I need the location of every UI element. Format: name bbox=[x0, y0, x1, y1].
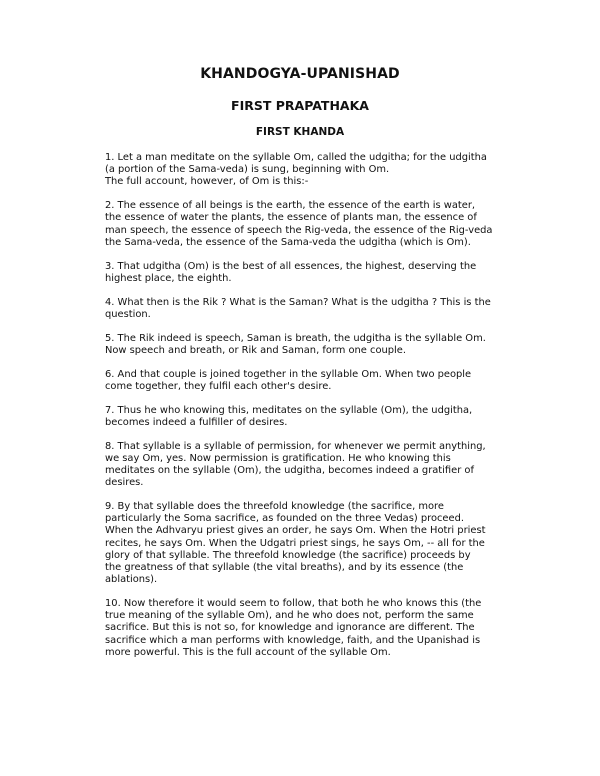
paragraph-line: glory of that syllable. The threefold knowledge (the sacrifice) proceeds by bbox=[105, 549, 471, 561]
paragraph bbox=[105, 297, 500, 321]
paragraph-line: When the Adhvaryu priest gives an order, he says Om. When the Hotri priest bbox=[105, 525, 486, 537]
paragraph-line: 7. Thus he who knowing this, meditates on the syllable (Om), the udgitha, bbox=[105, 404, 473, 416]
paragraph-line: sacrifice which a man performs with knowledge, faith, and the Upanishad is bbox=[105, 634, 481, 646]
paragraph-line: sacrifice. But this is not so, for knowledge and ignorance are different. The bbox=[105, 622, 475, 634]
paragraph-line: 3. That udgitha (Om) is the best of all essences, the highest, deserving the bbox=[105, 260, 477, 272]
paragraph-line: come together, they fulfil each other's desire. bbox=[105, 380, 332, 392]
paragraph-line: highest place, the eighth. bbox=[105, 272, 232, 284]
paragraph-line: meditates on the syllable (Om), the udgitha, becomes indeed a gratifier of bbox=[105, 465, 474, 477]
paragraph-line: man speech, the essence of speech the Rig-veda, the essence of the Rig-veda bbox=[105, 224, 493, 236]
paragraph-line: 2. The essence of all beings is the earth, the essence of the earth is water, bbox=[105, 200, 476, 212]
paragraph-line: particularly the Soma sacrifice, as founded on the three Vedas) proceed. bbox=[105, 513, 464, 525]
paragraph-line: 1. Let a man meditate on the syllable Om, called the udgitha; for the udgitha bbox=[105, 152, 487, 163]
paragraph-line: we say Om, yes. Now permission is gratification. He who knowing this bbox=[105, 452, 451, 464]
section-title: FIRST PRAPATHAKA bbox=[231, 98, 369, 113]
paragraph-line: (a portion of the Sama-veda) is sung, beginning with Om. bbox=[105, 164, 390, 176]
paragraph-line: recites, he says Om. When the Udgatri priest sings, he says Om, -- all for the bbox=[105, 537, 485, 549]
paragraph bbox=[105, 369, 500, 393]
paragraph-line: 8. That syllable is a syllable of permission, for whenever we permit anything, bbox=[105, 440, 486, 452]
paragraph-line: question. bbox=[105, 308, 151, 320]
paragraph-line: becomes indeed a fulfiller of desires. bbox=[105, 416, 288, 428]
paragraph-line: The full account, however, of Om is this:- bbox=[105, 176, 309, 188]
paragraph-line: more powerful. This is the full account of the syllable Om. bbox=[105, 646, 391, 658]
paragraph bbox=[105, 441, 500, 490]
paragraph-line: 5. The Rik indeed is speech, Saman is breath, the udgitha is the syllable Om. bbox=[105, 332, 486, 344]
paragraph bbox=[105, 261, 500, 285]
paragraph bbox=[105, 598, 500, 659]
paragraph bbox=[105, 152, 500, 189]
paragraph bbox=[105, 200, 500, 249]
paragraph bbox=[105, 405, 500, 429]
paragraph-line: 4. What then is the Rik ? What is the Saman? What is the udgitha ? This is the bbox=[105, 296, 491, 308]
paragraph-line: the greatness of that syllable (the vital breaths), and by its essence (the bbox=[105, 562, 464, 574]
document-title: KHANDOGYA-UPANISHAD bbox=[200, 66, 400, 82]
paragraph bbox=[105, 333, 500, 357]
paragraph-line: ablations). bbox=[105, 574, 158, 586]
paragraph-line: 6. And that couple is joined together in the syllable Om. When two people bbox=[105, 368, 472, 380]
paragraph-line: true meaning of the syllable Om), and he who does not, perform the same bbox=[105, 610, 474, 622]
paragraph-line: desires. bbox=[105, 477, 144, 489]
paragraph bbox=[105, 501, 500, 586]
paragraph-line: 10. Now therefore it would seem to follow, that both he who knows this (the bbox=[105, 598, 482, 610]
document-body bbox=[105, 152, 500, 671]
paragraph-line: the Sama-veda, the essence of the Sama-veda the udgitha (which is Om). bbox=[105, 236, 471, 248]
paragraph-line: Now speech and breath, or Rik and Saman, form one couple. bbox=[105, 344, 406, 356]
subsection-title: FIRST KHANDA bbox=[255, 126, 345, 138]
paragraph-line: the essence of water the plants, the essence of plants man, the essence of bbox=[105, 212, 477, 224]
paragraph-line: 9. By that syllable does the threefold knowledge (the sacrifice, more bbox=[105, 501, 444, 513]
